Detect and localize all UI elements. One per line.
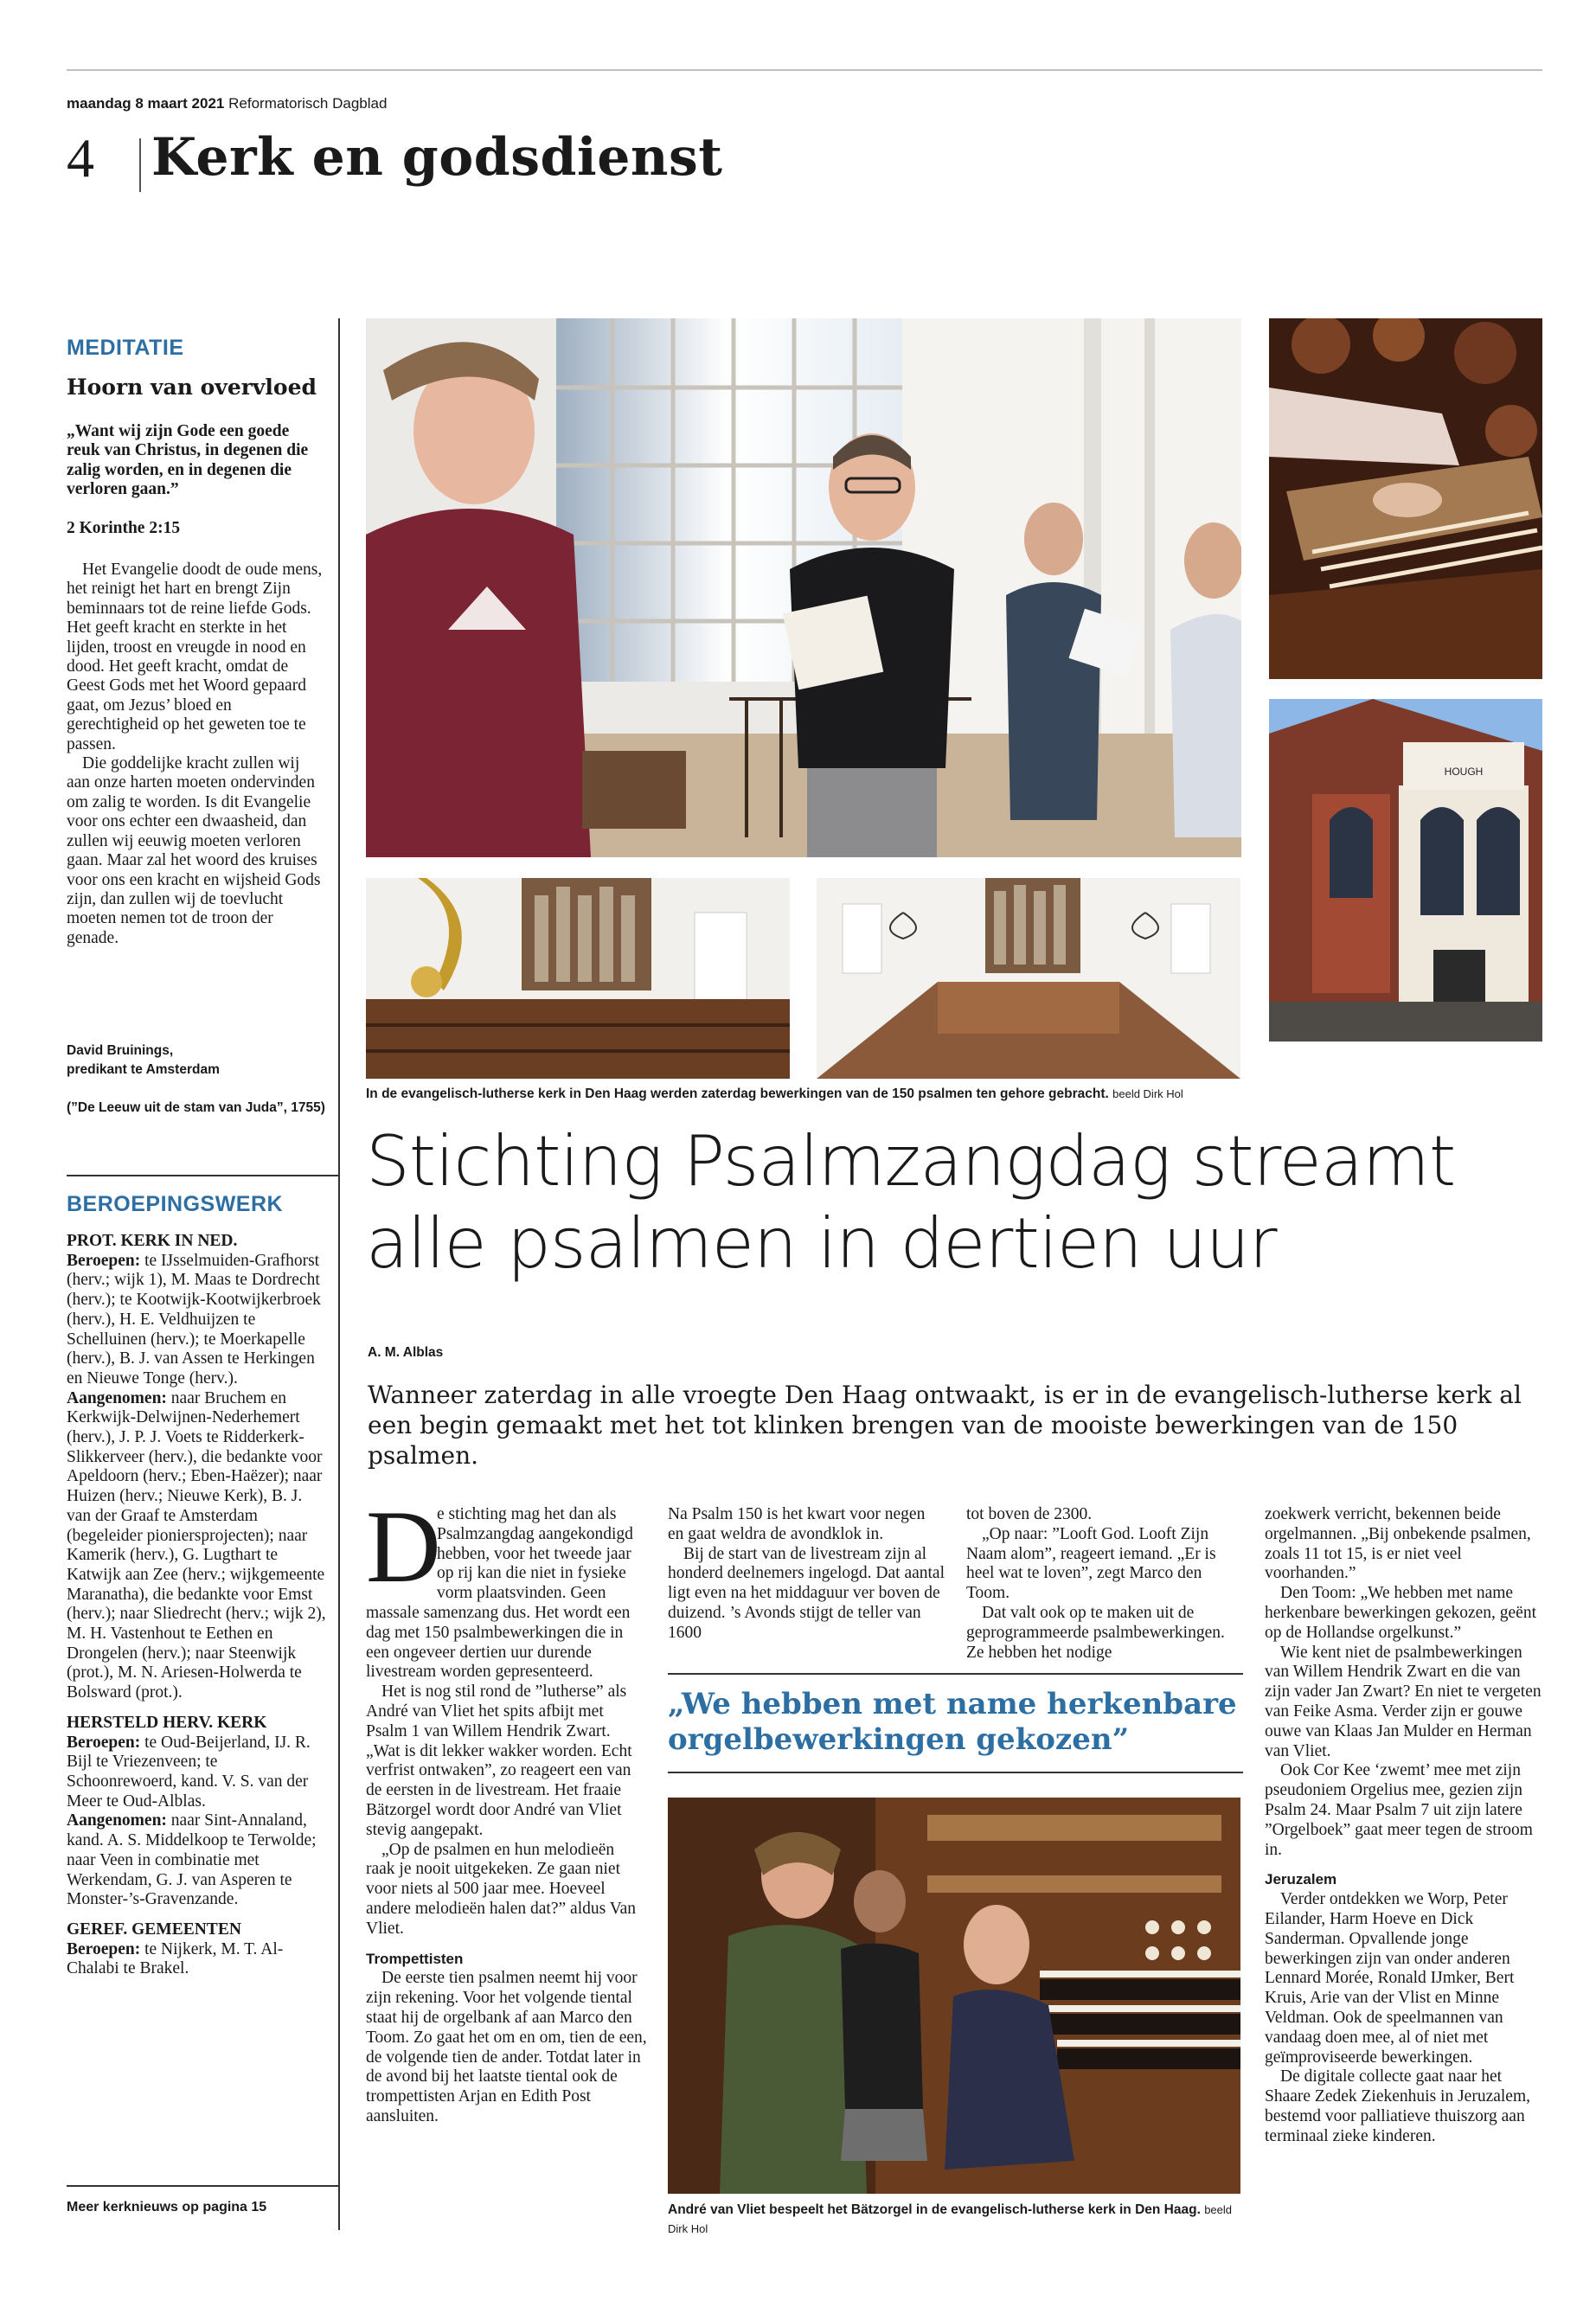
entry-label: Aangenomen: (67, 1811, 167, 1830)
photo-musicians (366, 318, 1241, 857)
photo-caption (366, 1085, 1183, 1104)
pullquote-rule-bottom (668, 1772, 1243, 1773)
beroepingswerk-body (67, 1232, 326, 1979)
photo-organist (668, 1798, 1240, 2194)
headline-line: Stichting Psalmzangdag streamt (366, 1121, 1456, 1202)
entry-label: Aangenomen: (67, 1388, 167, 1407)
article-byline: A. M. Alblas (368, 1345, 444, 1360)
article-paragraph: „Op naar: ”Looft God. Looft Zijn Naam alom”, reageert iemand. „Er is heel wat te loven”, zegt Marco den Toom. (966, 1524, 1216, 1603)
article-column-2 (668, 1505, 945, 1644)
article-paragraph: tot boven de 2300. (966, 1505, 1093, 1523)
article-paragraph: Ook Cor Kee ‘zwemt’ mee met zijn pseudoniem Orgelius mee, gezien zijn Psalm 24. Maar Psalm 7 uit zijn latere ”Orgelboek” gaat meer tegen de stroom in. (1265, 1761, 1533, 1859)
article-paragraph: Na Psalm 150 is het kwart voor negen en gaat weldra de avondklok in. (668, 1505, 926, 1543)
meditatie-heading: MEDITATIE (67, 336, 184, 360)
article-column-3 (966, 1505, 1243, 1663)
meditatie-title: Hoorn van overvloed (67, 375, 317, 400)
meditatie-quote: „Want wij zijn Gode een goede reuk van Christus, in degenen die zalig worden, en in degenen die verloren gaan.” (67, 422, 309, 499)
photo-organ-hands (1269, 318, 1542, 679)
meditatie-author-role: predikant te Amsterdam (67, 1062, 220, 1077)
meditatie-paragraph: Die goddelijke kracht zullen wij aan onze harten moeten ondervinden om zalig te worden. Is dit Evangelie voor ons echter een dwaasheid, dan zullen wij eeuwig moeten verloren gaan. Maar zal het woord des kruises voor ons een kracht en wijsheid Gods zijn, dan zullen wij de toevlucht moeten nemen tot de troon der genade. (67, 754, 321, 947)
article-paragraph: „Op de psalmen en hun melodieën raak je nooit uitgekeken. Ze gaan niet voor niets al 500 jaar mee. Hoeveel andere melodieën halen dat?” aldus Van Vliet. (366, 1840, 637, 1938)
article-headline (366, 1120, 1455, 1285)
church-heading: HERSTELD HERV. KERK (67, 1713, 267, 1732)
pullquote-rule-top (668, 1673, 1243, 1675)
meditatie-reference: 2 Korinthe 2:15 (67, 519, 181, 537)
headline-line: alle psalmen in dertien uur (366, 1203, 1277, 1284)
photo-church-interior-nave (817, 878, 1240, 1079)
beroep-entry (67, 1734, 326, 1812)
article-paragraph: zoekwerk verricht, bekennen beide orgelmannen. „Bij onbekende psalmen, zoals 11 tot 15, is er niet veel voorhanden.” (1265, 1505, 1531, 1583)
dropcap: D (366, 1489, 441, 1604)
more-news-link[interactable]: Meer kerknieuws op pagina 15 (67, 2200, 267, 2214)
issue-date: maandag 8 maart 2021 (67, 95, 225, 112)
article-paragraph: e stichting mag het dan als Psalmzangdag aangekondigd hebben, voor het tweede jaar op rij kan die niet in fysieke vorm plaatsvinden. Geen massale samenzang dus. Het wordt een dag met 150 psalmbewerkingen die in een ongeveer dertien uur durende livestream worden gepresenteerd. (366, 1505, 633, 1682)
article-paragraph: De digitale collecte gaat naar het Shaare Zedek Ziekenhuis in Jeruzalem, bestemd voor palliatieve thuiszorg aan terminaal zieke kinderen. (1265, 2067, 1531, 2145)
article-intro: Wanneer zaterdag in alle vroegte Den Haag ontwaakt, is er in de evangelisch-lutherse kerk al een begin gemaakt met het tot klinken brengen van de mooiste bewerkingen van de 150 psalmen. (368, 1381, 1522, 1470)
article-paragraph: Verder ontdekken we Worp, Peter Eilander, Harm Hoeve en Dick Sanderman. Opvallende jonge bewerkingen zijn van onder anderen Lennard Morée, Ronald IJmker, Bert Kruis, Arie van der Vlist en Minne Veldman. Ook de speelmannen van vandaag doen mee, al of niet met geïmproviseerde bewerkingen. (1265, 1890, 1515, 2067)
building-sign: HOUGH (1444, 766, 1484, 778)
top-rule (67, 69, 1542, 71)
photo-caption-text: In de evangelisch-lutherse kerk in Den Haag werden zaterdag bewerkingen van de 150 psalmen ten gehore gebracht. (366, 1086, 1109, 1101)
page-number: 4 (67, 127, 94, 189)
meditatie-paragraph: Het Evangelie doodt de oude mens, het reinigt het hart en brengt Zijn beminnaars tot de reine liefde Gods. Het geeft kracht en sterkte in het lijden, troost en vreugde in nood en dood. Het geeft kracht, omdat de Geest Gods met het Woord gepaard gaat, om Jezus’ bloed en gerechtigheid op het geweten toe te passen. (67, 561, 323, 753)
article-paragraph: Het is nog stil rond de ”lutherse” als André van Vliet het spits afbijt met Psalm 1 van Willem Hendrik Zwart. „Wat is dit lekker wakker worden. Echt verfrist ontwaken”, zo reageert een van de eersten in de livestream. Het fraaie Bätzorgel wordt door André van Vliet stevig aangepakt. (366, 1682, 632, 1839)
photo-organ-hands-image (1269, 318, 1542, 679)
beroep-entry (67, 1940, 326, 1979)
photo-church-exterior-image (1269, 699, 1542, 1042)
organ-photo-credit: beeld Dirk Hol (668, 2203, 1233, 2235)
section-title: Kerk en godsdienst (151, 127, 723, 188)
organ-photo-caption (668, 2201, 1243, 2239)
pullquote: „We hebben met name herkenbare orgelbewerkingen gekozen” (668, 1687, 1237, 1757)
article-paragraph: Den Toom: „We hebben met name herkenbare bewerkingen gekozen, geënt op de Hollandse orgelkunst.” (1265, 1584, 1537, 1642)
article-paragraph: Dat valt ook op te maken uit de geprogrammeerde psalmbewerkingen. Ze hebben het nodige (966, 1603, 1225, 1662)
meditatie-author: David Bruinings, (67, 1043, 174, 1058)
entry-text: te IJsselmuiden-Grafhorst (herv.; wijk 1), M. Maas te Dordrecht (herv.); te Kootwijk-Kootwijkerbroek (herv.), H. E. Veldhuijzen te Schelluinen (herv.); te Moerkapelle (herv.), B. J. van Assen te Herkingen en Nieuwe Tonge (herv.). (67, 1251, 321, 1388)
sidebar (67, 318, 340, 2230)
page-number-separator (139, 138, 141, 192)
entry-label: Beroepen: (67, 1939, 141, 1958)
photo-credit: beeld Dirk Hol (1112, 1087, 1183, 1100)
article-column-1 (366, 1489, 647, 2127)
photo-church-exterior (1269, 699, 1542, 1042)
entry-label: Beroepen: (67, 1251, 141, 1270)
article-paragraph: De eerste tien psalmen neemt hij voor zijn rekening. Voor het volgende tiental staat hij de orgelbank af aan Marco den Toom. Zo gaat het om en om, tien de een, de volgende tien de ander. Totdat later in de avond bij het laatste tiental ook de trompettisten Arjan en Edith Post aansluiten. (366, 1969, 647, 2125)
sidebar-divider (67, 1175, 338, 1176)
subheading: Jeruzalem (1265, 1871, 1337, 1888)
photo-musicians-image (366, 318, 1241, 857)
paper-name: Reformatorisch Dagblad (228, 95, 388, 112)
article-column-4 (1265, 1505, 1542, 2147)
organ-caption-text: André van Vliet bespeelt het Bätzorgel in de evangelisch-lutherse kerk in Den Haag. (668, 2202, 1201, 2217)
entry-text: naar Sint-Annaland, kand. A. S. Middelkoop te Terwolde; naar Veen in combinatie met Werkendam, G. J. van Asperen te Monster-’s-Gravenzande. (67, 1811, 317, 1909)
beroep-entry (67, 1389, 326, 1703)
beroep-entry (67, 1252, 326, 1389)
beroepingswerk-heading: BEROEPINGSWERK (67, 1192, 284, 1216)
photo-church-interior-nave-image (817, 878, 1240, 1079)
entry-text: te Oud-Beijerland, IJ. R. Bijl te Vriezenveen; te Schoonrewoerd, kand. V. S. van der Meer te Oud-Alblas. (67, 1733, 311, 1811)
entry-text: te Nijkerk, M. T. Al-Chalabi te Brakel. (67, 1939, 284, 1978)
photo-church-interior-organ (366, 878, 790, 1079)
entry-label: Beroepen: (67, 1733, 141, 1752)
article-paragraph: Wie kent niet de psalmbewerkingen van Willem Hendrik Zwart en die van zijn vader Jan Zwart? En niet te vergeten van Feike Asma. Verder zijn er gouwe ouwe van Klaas Jan Mulder en Herman van Vliet. (1265, 1643, 1542, 1760)
article-paragraph: Bij de start van de livestream zijn al honderd deelnemers ingelogd. Dat aantal ligt even na het middaguur ver boven de duizend. ’s Avonds stijgt de teller van 1600 (668, 1544, 945, 1642)
entry-text: naar Bruchem en Kerkwijk-Delwijnen-Nederhemert (herv.), J. P. J. Voets te Ridderkerk-Slikkerveer (herv.), die bedankte voor Apeldoorn (herv.; Eben-Haëzer); naar Huizen (herv.; Nieuwe Kerk), B. J. van der Graaf te Amsterdam (begeleider pioniersprojecten); naar Kamerik (herv.), G. Lugthart te Katwijk aan Zee (herv.; wijkgemeente Maranatha), die bedankte voor Emst (herv.); naar Sliedrecht (herv.; wijk 2), M. H. Vastenhout te Eethen en Drongelen (herv.); naar Steenwijk (prot.), M. N. Ariesen-Holwerda te Bolsward (prot.). (67, 1388, 326, 1702)
beroep-entry (67, 1811, 326, 1910)
church-heading: PROT. KERK IN NED. (67, 1232, 238, 1250)
meditatie-body (67, 561, 326, 948)
dateline (67, 95, 387, 112)
photo-organist-image (668, 1798, 1240, 2194)
church-heading: GEREF. GEMEENTEN (67, 1920, 241, 1939)
sidebar-bottom-divider (67, 2185, 338, 2187)
meditatie-source: (”De Leeuw uit de stam van Juda”, 1755) (67, 1100, 325, 1115)
subheading: Trompettisten (366, 1950, 464, 1967)
photo-church-interior-organ-image (366, 878, 790, 1079)
